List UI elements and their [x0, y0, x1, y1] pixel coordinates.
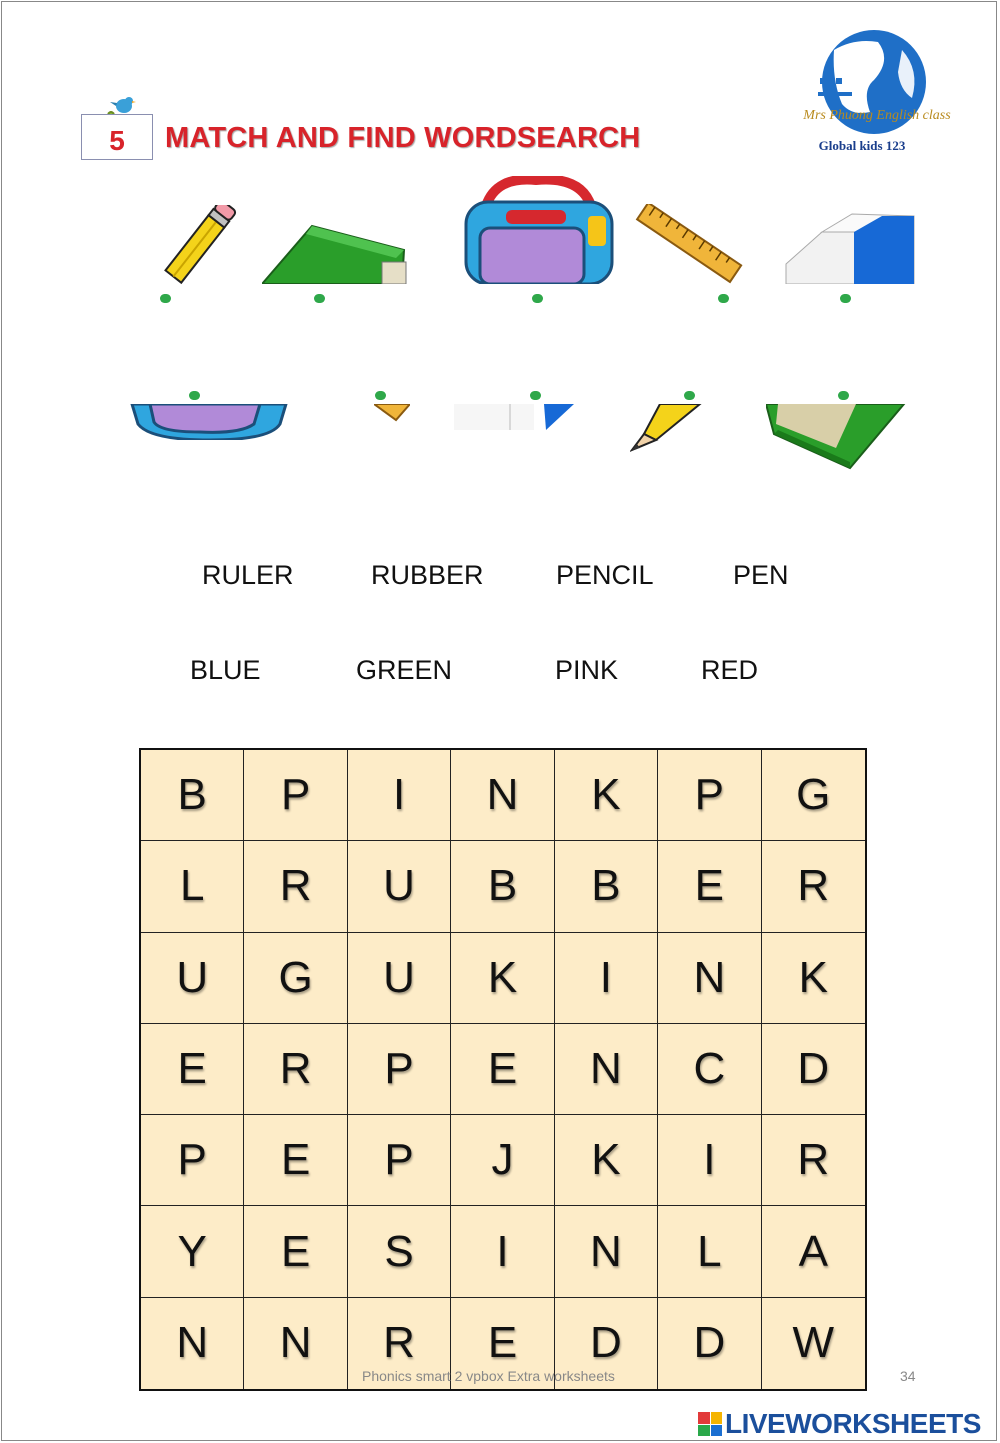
word-ruler: RULER — [202, 560, 294, 590]
wordsearch-grid — [139, 748, 867, 1391]
grid-cell[interactable]: N — [141, 1298, 244, 1389]
grid-cell[interactable]: A — [762, 1206, 865, 1297]
grid-cell[interactable]: D — [762, 1024, 865, 1115]
grid-cell[interactable]: L — [658, 1206, 761, 1297]
grid-cell[interactable]: P — [348, 1024, 451, 1115]
match-dot[interactable] — [840, 294, 851, 303]
eraser-icon[interactable] — [782, 212, 918, 284]
grid-cell[interactable]: L — [141, 841, 244, 932]
grid-cell[interactable]: J — [451, 1115, 554, 1206]
grid-cell[interactable]: R — [762, 841, 865, 932]
book-icon[interactable] — [766, 404, 906, 470]
ruler-icon[interactable] — [632, 204, 744, 284]
grid-cell[interactable]: I — [451, 1206, 554, 1297]
grid-cell[interactable]: C — [658, 1024, 761, 1115]
grid-cell[interactable]: N — [555, 1024, 658, 1115]
grid-cell[interactable]: N — [658, 933, 761, 1024]
grid-cell[interactable]: R — [244, 841, 347, 932]
backpack-icon[interactable] — [456, 176, 618, 284]
word-red: RED — [701, 655, 759, 685]
grid-cell[interactable]: E — [658, 841, 761, 932]
grid-cell[interactable]: N — [555, 1206, 658, 1297]
grid-cell[interactable]: W — [792, 1318, 835, 1368]
word-pen: PEN — [733, 560, 789, 590]
page-number: 34 — [900, 1368, 916, 1384]
match-dot[interactable] — [530, 391, 541, 400]
grid-cell[interactable]: B — [141, 750, 244, 841]
exercise-number: 5 — [109, 125, 125, 156]
grid-cell[interactable]: U — [141, 933, 244, 1024]
liveworksheets-brand[interactable] — [698, 1408, 981, 1440]
logo-script-text: Mrs Phuong English class — [803, 108, 951, 123]
match-dot[interactable] — [532, 294, 543, 303]
grid-cell[interactable]: N — [451, 750, 554, 841]
grid-cell[interactable]: D — [555, 1298, 658, 1389]
grid-cell[interactable]: U — [348, 933, 451, 1024]
grid-cell[interactable]: I — [658, 1115, 761, 1206]
grid-cell[interactable]: R — [348, 1298, 451, 1389]
brand-name: LIVEWORKSHEETS — [725, 1408, 981, 1439]
grid-cell[interactable]: R — [762, 1115, 865, 1206]
grid-cell[interactable]: E — [141, 1024, 244, 1115]
grid-cell[interactable]: K — [555, 1115, 658, 1206]
grid-cell[interactable]: E — [451, 1298, 554, 1389]
grid-cell[interactable]: P — [658, 750, 761, 841]
word-green: GREEN — [356, 655, 453, 685]
grid-cell[interactable]: Y — [141, 1206, 244, 1297]
grid-cell[interactable]: P — [141, 1115, 244, 1206]
liveworksheets-logo-icon — [698, 1412, 722, 1436]
grid-cell[interactable]: P — [348, 1115, 451, 1206]
footer-text: Phonics smart 2 vpbox Extra worksheets — [362, 1368, 615, 1384]
word-rubber: RUBBER — [371, 560, 484, 590]
backpack-icon[interactable] — [130, 404, 290, 440]
grid-cell[interactable]: K — [762, 933, 865, 1024]
grid-cell[interactable]: I — [348, 750, 451, 841]
match-dot[interactable] — [314, 294, 325, 303]
ruler-icon[interactable] — [374, 404, 410, 422]
word-pink: PINK — [555, 655, 619, 685]
grid-cell[interactable]: E — [244, 1206, 347, 1297]
word-blue: BLUE — [190, 655, 261, 685]
grid-cell[interactable]: G — [244, 933, 347, 1024]
grid-cell[interactable]: S — [348, 1206, 451, 1297]
grid-cell[interactable]: K — [555, 750, 658, 841]
pencil-icon[interactable] — [148, 205, 248, 285]
eraser-icon[interactable] — [454, 404, 574, 430]
grid-cell[interactable]: P — [244, 750, 347, 841]
grid-cell[interactable]: B — [555, 841, 658, 932]
grid-cell[interactable]: E — [451, 1024, 554, 1115]
match-dot[interactable] — [160, 294, 171, 303]
book-icon[interactable] — [262, 222, 408, 284]
match-dot[interactable] — [718, 294, 729, 303]
grid-cell[interactable]: N — [244, 1298, 347, 1389]
grid-cell[interactable]: R — [244, 1024, 347, 1115]
grid-cell[interactable]: G — [762, 750, 865, 841]
grid-cell[interactable]: U — [348, 841, 451, 932]
word-pencil: PENCIL — [556, 560, 654, 590]
grid-cell[interactable]: D — [658, 1298, 761, 1389]
match-dot[interactable] — [684, 391, 695, 400]
exercise-number-box — [81, 114, 153, 160]
class-logo — [782, 20, 972, 160]
logo-caption: Global kids 123 — [818, 138, 906, 153]
match-dot[interactable] — [375, 391, 386, 400]
grid-cell[interactable]: B — [451, 841, 554, 932]
grid-cell[interactable]: E — [244, 1115, 347, 1206]
pencil-icon[interactable] — [630, 404, 704, 452]
grid-cell[interactable]: K — [451, 933, 554, 1024]
match-dot[interactable] — [189, 391, 200, 400]
exercise-title: MATCH AND FIND WORDSEARCH — [165, 122, 641, 154]
match-dot[interactable] — [838, 391, 849, 400]
grid-cell[interactable]: I — [555, 933, 658, 1024]
